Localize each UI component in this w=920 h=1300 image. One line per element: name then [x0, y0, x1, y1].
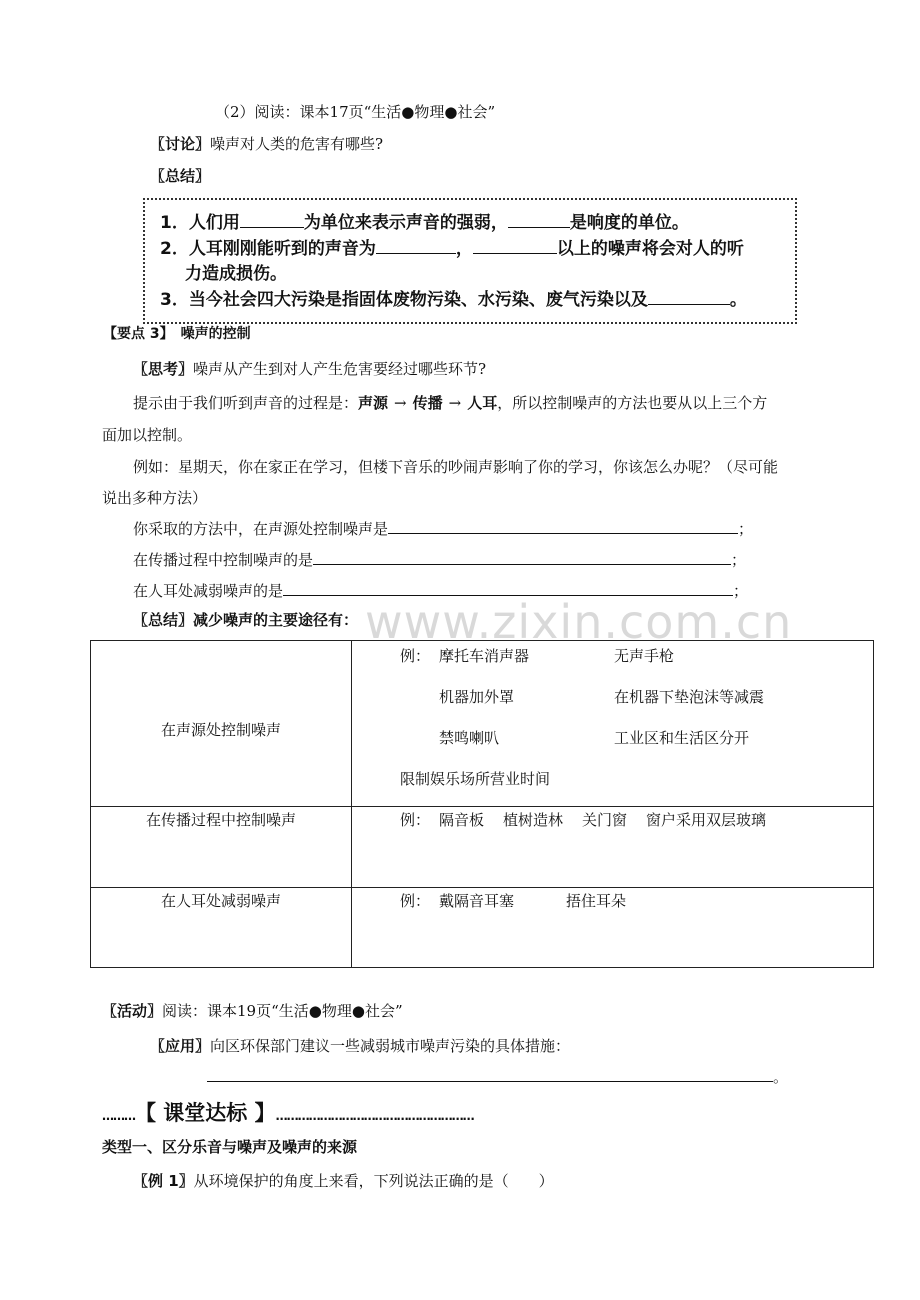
- discussion-text: 噪声对人类的危害有哪些?: [210, 135, 384, 153]
- dots-right: ………………………………………………: [275, 1109, 474, 1123]
- row-2-item: 植树造林: [503, 811, 564, 829]
- table-row: [91, 807, 874, 888]
- table-cell-examples: [352, 888, 874, 968]
- keypoint-3-heading: [103, 323, 251, 343]
- row-1-item: 工业区和生活区分开: [614, 729, 750, 747]
- table-cell-label: [91, 888, 352, 968]
- row-1-label: 在声源处控制噪声: [160, 721, 281, 739]
- row-1-item: 在机器下垫泡沫等减震: [614, 688, 765, 706]
- table-cell-examples: [352, 641, 874, 807]
- summary-line-3-part-a: 3．当今社会四大污染是指固体废物污染、水污染、废气污染以及: [160, 290, 648, 310]
- row-1-extra: 限制娱乐场所营业时间: [400, 770, 551, 788]
- summary-line-2-continued: 力造成损伤。: [185, 264, 287, 284]
- method-source-label: 你采取的方法中，在声源处控制噪声是: [133, 520, 389, 538]
- row-1-item: 机器加外罩: [439, 688, 515, 706]
- example-line-2: 说出多种方法）: [102, 489, 208, 507]
- row-3-item: 戴隔音耳塞: [439, 892, 515, 910]
- summary-line-2-part-c: 以上的噪声将会对人的听: [556, 239, 744, 259]
- row-1-example-prefix: 例：: [400, 647, 431, 665]
- method-propagation-label: 在传播过程中控制噪声的是: [133, 551, 314, 569]
- example-line-1: 例如：星期天，你在家正在学习，但楼下音乐的吵闹声影响了你的学习，你该怎么办呢？（尽可能: [133, 458, 779, 476]
- arrow-icon: →: [394, 394, 407, 412]
- row-1-item: 无声手枪: [614, 647, 675, 665]
- method-ear-label: 在人耳处减弱噪声的是: [133, 582, 284, 600]
- blank-threshold[interactable]: [376, 239, 456, 254]
- apply-text: 向区环保部门建议一些减弱城市噪声污染的具体措施：: [210, 1037, 571, 1055]
- section-title: 【 课堂达标 】: [135, 1101, 276, 1125]
- row-2-item: 隔音板: [439, 811, 485, 829]
- summary-2-tag: 〖总结〗: [133, 611, 194, 629]
- noise-control-table: [90, 640, 874, 968]
- summary-line-2-part-b: ，: [455, 239, 473, 259]
- think-line: [133, 358, 486, 379]
- blank-fourth-pollution[interactable]: [648, 290, 730, 305]
- semicolon: ；: [731, 551, 747, 569]
- apply-line: [150, 1035, 570, 1056]
- summary-box: [143, 198, 797, 324]
- blank-loudness-unit[interactable]: [508, 213, 570, 228]
- summary-line-2: [160, 234, 744, 259]
- summary-line-1: [160, 208, 689, 233]
- summary-line-2-part-a: 2．人耳刚刚能听到的声音为: [160, 239, 376, 259]
- apply-answer-line: [207, 1066, 788, 1087]
- summary-noise-reduction: [133, 609, 358, 630]
- watermark: www.zixin.com.cn: [365, 595, 793, 649]
- summary-line-1-part-c: 是响度的单位。: [569, 213, 689, 233]
- method-propagation-blank[interactable]: [313, 550, 731, 565]
- method-propagation-line: [133, 549, 746, 570]
- period: 。: [773, 1068, 789, 1086]
- apply-answer-blank[interactable]: [207, 1067, 773, 1082]
- row-3-label: 在人耳处减弱噪声: [160, 892, 281, 910]
- summary-line-3-part-b: 。: [729, 290, 747, 310]
- row-2-item: 窗户采用双层玻璃: [646, 811, 767, 829]
- arrow-icon: →: [448, 394, 462, 412]
- row-3-item: 捂住耳朵: [566, 892, 627, 910]
- summary-line-3: [160, 285, 747, 310]
- hint-step-propagation: 传播: [412, 394, 443, 412]
- activity-line: [102, 1000, 403, 1021]
- summary-2-text: 减少噪声的主要途径有：: [193, 611, 359, 629]
- keypoint-3-title: 噪声的控制: [180, 326, 251, 342]
- blank-harmful-level[interactable]: [473, 239, 557, 254]
- hint-suffix: ，所以控制噪声的方法也要从以上三个方: [497, 394, 768, 412]
- hint-prefix: 提示由于我们听到声音的过程是：: [133, 394, 359, 412]
- example-1-line: [133, 1170, 554, 1191]
- row-1-item: 禁鸣喇叭: [439, 729, 500, 747]
- hint-line-2: 面加以控制。: [102, 426, 193, 444]
- think-text: 噪声从产生到对人产生危害要经过哪些环节?: [193, 360, 487, 378]
- reading-instruction: （2）阅读：课本17页“生活●物理●社会”: [215, 103, 496, 121]
- summary-tag: 〖总结〗: [150, 167, 211, 185]
- hint-step-ear: 人耳: [467, 394, 498, 412]
- semicolon: ；: [738, 520, 754, 538]
- method-ear-blank[interactable]: [283, 581, 733, 596]
- activity-text: 阅读：课本19页“生活●物理●社会”: [162, 1002, 403, 1020]
- hint-line-1: [133, 392, 767, 413]
- summary-line-1-part-a: 1．人们用: [160, 213, 240, 233]
- method-source-line: [133, 518, 753, 539]
- example-1-text: 从环境保护的角度上来看，下列说法正确的是（ ）: [193, 1172, 554, 1190]
- row-1-item: 摩托车消声器: [439, 647, 530, 665]
- row-2-label: 在传播过程中控制噪声: [145, 811, 296, 829]
- think-tag: 〖思考〗: [133, 360, 194, 378]
- type-1-heading: 类型一、区分乐音与噪声及噪声的来源: [102, 1138, 358, 1156]
- discussion-tag: 〖讨论〗: [150, 135, 211, 153]
- keypoint-3-tag: 【要点 3】: [103, 326, 167, 342]
- row-3-example-prefix: 例：: [400, 892, 431, 910]
- blank-unit[interactable]: [240, 213, 304, 228]
- method-source-blank[interactable]: [388, 519, 738, 534]
- table-row: [91, 888, 874, 968]
- table-cell-label: [91, 807, 352, 888]
- dots-left: ………: [102, 1109, 135, 1123]
- row-2-item: 关门窗: [582, 811, 628, 829]
- table-cell-examples: [352, 807, 874, 888]
- example-1-tag: 〖例 1〗: [133, 1172, 194, 1190]
- hint-step-source: 声源: [358, 394, 389, 412]
- table-row: [91, 641, 874, 807]
- discussion-line: [150, 133, 383, 154]
- section-heading: [102, 1097, 474, 1127]
- apply-tag: 〖应用〗: [150, 1037, 211, 1055]
- semicolon: ；: [733, 582, 749, 600]
- table-cell-label: [91, 641, 352, 807]
- summary-line-1-part-b: 为单位来表示声音的强弱，: [303, 213, 508, 233]
- row-2-example-prefix: 例：: [400, 811, 431, 829]
- activity-tag: 〖活动〗: [102, 1002, 163, 1020]
